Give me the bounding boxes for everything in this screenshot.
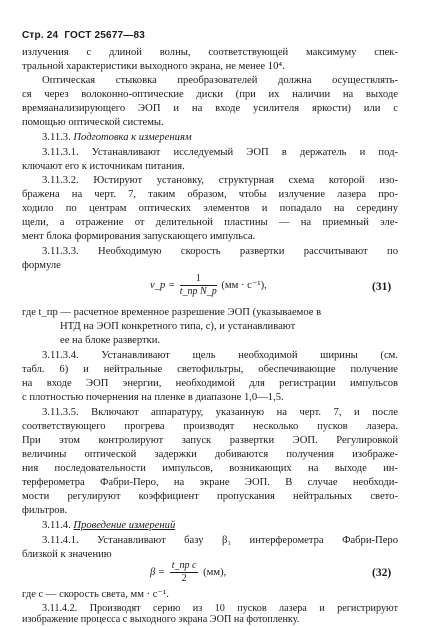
text-line: 3.11.3.3. Необходимую скорость развертки рассчитывают по <box>42 246 398 257</box>
text-line: 3.11.4.2. Производят серию из 10 пусков лазера и регистрируют <box>42 603 398 614</box>
formula-fraction <box>180 273 217 298</box>
text-line: излучения с длиной волны, соответствующей максимуму спек- <box>22 47 398 58</box>
text-line: терферометра Фабри-Перо, на экране ЭОП. В случае необходи- <box>22 477 398 488</box>
section-number: 3.11.4. <box>42 520 71 531</box>
text-line: ключают его к источникам питания. <box>22 161 185 172</box>
formula-numerator: 1 <box>180 273 217 286</box>
text-line: мент блока формирования запускающего импульса. <box>22 231 256 242</box>
text-line: где t_пр — расчетное временное разрешение ЭОП (указываемое в <box>22 307 322 318</box>
page-header <box>22 30 145 41</box>
page-number: Стр. 24 <box>22 30 59 41</box>
text-line: 3.11.3.1. Устанавливают исследуемый ЭОП в держатель и под- <box>42 147 398 158</box>
text-line: с плотностью почернения на пленке в диапазоне 1,0—1,5. <box>22 392 284 403</box>
section-number: 3.11.3. <box>42 132 71 143</box>
text-line: Оптическая стыковка преобразователей должна осуществлять- <box>42 75 398 86</box>
text-line: на входе ЭОП энергии, необходимой для регистрации импульсов <box>22 378 398 389</box>
standard-code: ГОСТ 25677—83 <box>64 30 146 41</box>
text-line: ния последовательности импульсов, возникающих на выходе ин- <box>22 463 398 474</box>
text-line: формуле <box>22 260 61 271</box>
text-line: близкой к значению <box>22 549 112 560</box>
text-line: ее на блоке развертки. <box>60 335 161 346</box>
text-line: щели, а отражение от делительной пластины — на приемный эле- <box>22 217 398 228</box>
text-line: мости регулируют коэффициент пропускания нейтральных свето- <box>22 491 398 502</box>
formula-units: (мм · с⁻¹), <box>221 279 267 291</box>
text-line: помощью оптической системы. <box>22 117 164 128</box>
text-line: тральной характеристики выходного экрана, не менее 10⁴. <box>22 61 285 72</box>
section-heading <box>42 519 175 532</box>
text-line: 3.11.4.1. Устанавливают базу β₁ интерферометра Фабри-Перо <box>42 535 398 546</box>
formula-units: (мм), <box>203 566 227 578</box>
section-title: Проведение измерений <box>73 520 176 531</box>
text-line: бражена на черт. 7, таким образом, чтобы излучение лазера про- <box>22 189 398 200</box>
formula-denominator: t_пр N_р <box>179 286 217 297</box>
section-title: Подготовка к измерениям <box>73 132 192 143</box>
text-line: соответствующего прогрева производят несколько пусков лазера. <box>22 421 398 432</box>
text-line: 3.11.3.2. Юстируют установку, структурная схема которой изо- <box>42 175 398 186</box>
text-line: НТД на ЭОП конкретного типа, с), и устанавливают <box>60 321 296 332</box>
text-line: 3.11.3.5. Включают аппаратуру, указанную на черт. 7, и после <box>42 407 398 418</box>
text-line: При этом контролируют запуск развертки ЭОП. Регулировкой <box>22 435 398 446</box>
formula-32 <box>150 560 226 585</box>
text-line: ходило по центрам оптических элементов и попадало на середину <box>22 203 398 214</box>
formula-31 <box>150 273 267 298</box>
text-line: ся через волоконно-оптические диски (при их наличии на выходе <box>22 89 398 100</box>
formula-lhs: β = <box>150 566 166 578</box>
text-line: изображение процесса с выходного экрана ЭОП на фотопленку. <box>22 614 300 625</box>
equation-number: (32) <box>372 567 392 579</box>
formula-fraction <box>170 560 199 585</box>
text-line: времяанализирующего ЭОП и на входе усилителя яркости) или с <box>22 103 398 114</box>
formula-lhs: v_р = <box>150 279 176 291</box>
section-heading <box>42 131 192 144</box>
text-line: 3.11.3.4. Устанавливают щель необходимой ширины (см. <box>42 350 398 361</box>
equation-number: (31) <box>372 281 392 293</box>
formula-denominator: 2 <box>181 573 187 584</box>
text-line: табл. 6) и нейтральные светофильтры, обеспечивающие получение <box>22 364 398 375</box>
formula-numerator: t_пр c <box>171 560 197 571</box>
text-line: где c — скорость света, мм · с⁻¹. <box>22 589 169 600</box>
text-line: величины оптической задержки добиваются получения изображе- <box>22 449 398 460</box>
text-line: фильтров. <box>22 505 68 516</box>
